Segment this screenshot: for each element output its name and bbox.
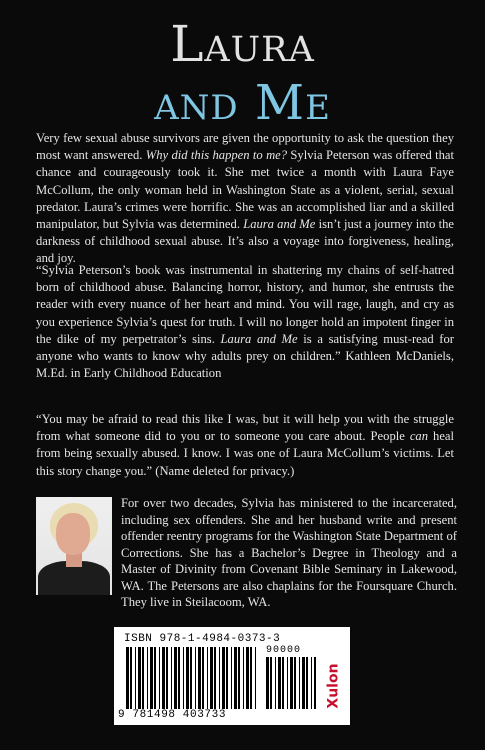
book-title-line1: Laura [170, 15, 315, 73]
isbn-barcode [114, 627, 350, 725]
blurb-paragraph: Very few sexual abuse survivors are given the opportunity to ask the question they most want answered. Why did this happen to me? Sylvia Peterson was offered that chance and courageously took it. She met twice a month with Laura Faye McCollum, the only woman held in Washington State as a violent, serial, sexual predator. Laura’s crimes were horrific. She was an accomplished liar and a skilled manipulator, but Sylvia was determined. Laura and Me isn’t just a journey into the darkness of childhood sexual abuse. It’s also a voyage into forgiveness, healing, and joy. [36, 131, 454, 266]
book-title-line2: and Me [154, 75, 331, 131]
publisher-logo: Xulon [326, 663, 342, 709]
price-code: 90000 [266, 645, 302, 656]
author-bio: For over two decades, Sylvia has ministered to the incarcerated, including sex offenders. She and her husband write and present offender reentry programs for the Washington State Department of Corrections. She has a Bachelor’s Degree in Theology and a Master of Divinity from Covenant Bible Seminary in Lakewood, WA. The Petersons are also chaplains for the Foursquare Church. They live in Steilacoom, WA. [121, 496, 457, 609]
author-photo [36, 497, 112, 595]
endorsement-2: “You may be afraid to read this like I was, but it will help you with the struggle from what someone did to you or to someone you care about. People can heal from being sexually abused. I know. I was one of Laura McCollum’s victims. Let this story change you.” (Name deleted for privacy.) [36, 412, 455, 478]
ean-digits: 9 781498 403733 [118, 709, 227, 721]
ean-barcode-bars [126, 647, 258, 709]
endorsement-1: “Sylvia Peterson’s book was instrumental in shattering my chains of self-hatred born of childhood abuse. Balancing horror, history, and humor, she entrusts the reader with every nuance of her heart and mind. You will rage, laugh, and cry as you experience Sylvia’s quest for truth. I will no longer hold an impotent finger in the dike of my perpetrator’s sins. Laura and Me is a satisfying must-read for anyone who wants to know why adults prey on children.” Kathleen McDaniels, M.Ed. in Early Childhood Education [36, 263, 454, 381]
addon-barcode-bars [266, 657, 316, 709]
author-photo-face [56, 513, 90, 555]
isbn-label: ISBN 978-1-4984-0373-3 [124, 633, 281, 645]
